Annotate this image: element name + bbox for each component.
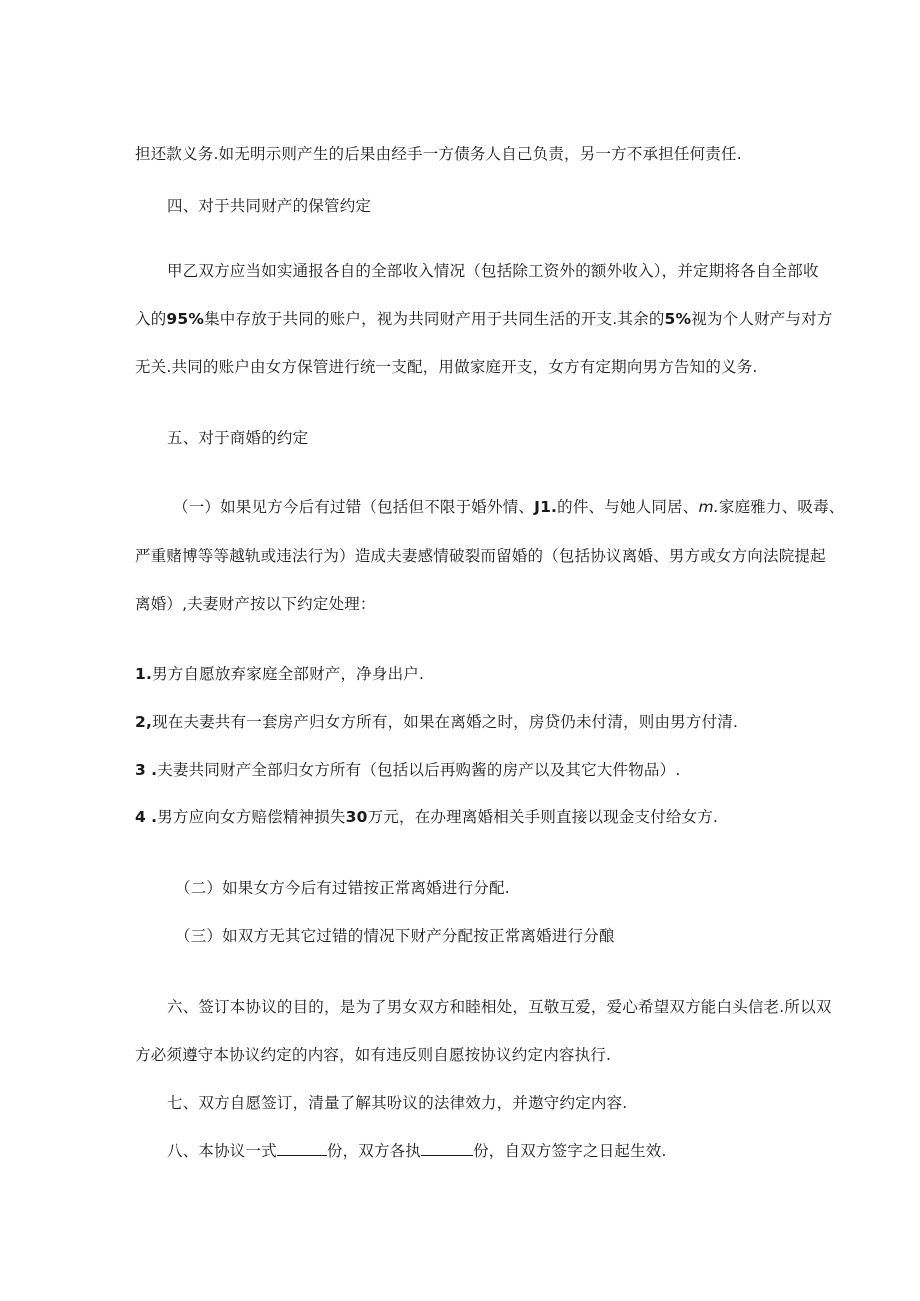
paragraph-line <box>173 497 845 517</box>
text-segment: J1. <box>534 498 558 516</box>
text-segment: 无关.共同的账户由女方保管进行统一支配，用做家庭开支，女方有定期向男方告知的义务. <box>135 358 758 376</box>
text-segment: 男方应向女方赔偿精神损失 <box>157 808 346 826</box>
fill-in-blank <box>277 1140 327 1156</box>
text-segment: 份，双方各执 <box>326 1142 422 1160</box>
paragraph-line <box>135 357 758 377</box>
paragraph-line <box>135 309 833 329</box>
paragraph-line <box>167 1140 667 1161</box>
paragraph-line <box>167 1093 627 1113</box>
text-segment: 离婚）,夫妻财产按以下约定处理： <box>135 595 376 613</box>
paragraph-line <box>135 144 742 164</box>
text-segment: 95% <box>166 310 205 328</box>
fill-in-blank <box>421 1140 473 1156</box>
text-segment: 1. <box>135 665 153 683</box>
paragraph-line <box>167 997 832 1017</box>
text-segment: 视为个人财产与对方 <box>691 310 833 328</box>
paragraph-line <box>175 878 510 898</box>
text-segment: . <box>151 808 158 826</box>
paragraph-line <box>135 594 376 614</box>
text-segment: m. <box>698 498 719 516</box>
text-segment: 3 <box>135 761 146 779</box>
paragraph-line <box>167 196 371 216</box>
text-segment: 五、对于商婚的约定 <box>167 429 309 447</box>
paragraph-line <box>135 807 718 827</box>
text-segment: 的件、与她人同居、 <box>557 498 699 516</box>
text-segment: 5% <box>664 310 692 328</box>
text-segment: 甲乙双方应当如实通报各自的全部收入情况（包括除工资外的额外收入），并定期将各自全部收 <box>167 262 819 280</box>
text-segment: 入的 <box>135 310 167 328</box>
text-segment: 四、对于共同财产的保管约定 <box>167 197 372 215</box>
text-segment: 担还款义务.如无明示则产生的后果由经手一方债务人自己负责，另一方不承担任何责任. <box>135 145 742 163</box>
text-segment: 方必须遵守本协议约定的内容，如有违反则自愿按协议约定内容执行. <box>135 1046 612 1064</box>
text-segment: 七、双方自愿签订，清量了解其吩议的法律效力，并遨守约定内容. <box>167 1094 628 1112</box>
text-segment: . <box>151 761 158 779</box>
text-segment: （二）如果女方今后有过错按正常离婚进行分配. <box>175 879 510 897</box>
text-segment: 2, <box>135 713 153 731</box>
text-segment: 现在夫妻共有一套房产归女方所有，如果在离婚之时，房贷仍未付清，则由男方付清. <box>152 713 739 731</box>
text-segment: 万元，在办理离婚相关手则直接以现金支付给女方. <box>367 808 719 826</box>
text-segment: 八、本协议一式 <box>167 1142 277 1160</box>
text-segment: 集中存放于共同的账户，视为共同财产用于共同生活的开支.其余的 <box>204 310 665 328</box>
paragraph-line <box>175 926 615 946</box>
text-segment: 严重赌博等等越轨或违法行为）造成夫妻感情破裂而留婚的（包括协议离婚、男方或女方向法院提起 <box>135 547 826 565</box>
text-segment: 家庭雅力、吸毒、 <box>718 498 845 516</box>
text-segment: （三）如双方无其它过错的情况下财产分配按正常离婚进行分酿 <box>175 927 615 945</box>
paragraph-line <box>167 261 819 281</box>
text-segment: 份，自双方签字之日起生效. <box>473 1142 667 1160</box>
text-segment: 六、签订本协议的目的，是为了男女双方和睦相处，互敬互爱，爱心希望双方能白头信老.所以双 <box>167 998 832 1016</box>
paragraph-line <box>135 546 826 566</box>
paragraph-line <box>135 760 680 780</box>
paragraph-line <box>135 712 738 732</box>
text-segment: 夫妻共同财产全部归女方所有（包括以后再购酱的房产以及其它大件物品）. <box>157 761 681 779</box>
text-segment: 4 <box>135 808 146 826</box>
paragraph-line <box>135 1045 611 1065</box>
text-segment: （一）如果见方今后有过错（包括但不限于婚外情、 <box>173 498 535 516</box>
text-segment: 30 <box>345 808 368 826</box>
text-segment: 男方自愿放弃家庭全部财产，净身出户. <box>152 665 425 683</box>
paragraph-line <box>167 428 308 448</box>
paragraph-line <box>135 664 424 684</box>
